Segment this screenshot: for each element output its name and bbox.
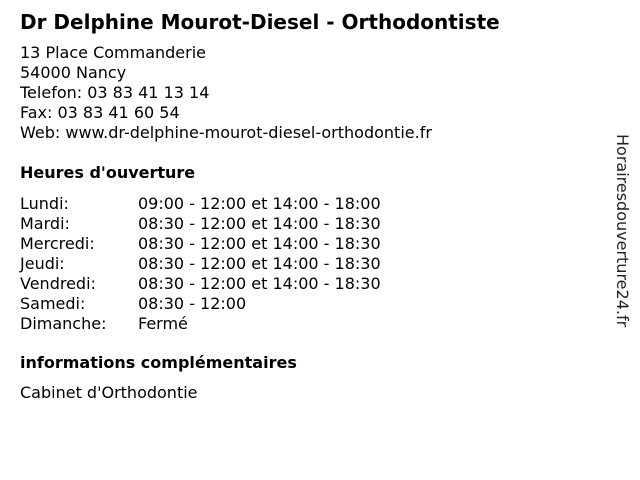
day-label: Lundi: — [20, 194, 69, 213]
city-postcode: 54000 Nancy — [20, 63, 127, 82]
day-label: Dimanche: — [20, 314, 107, 333]
site-watermark: Horairesdouverture24.fr — [613, 134, 632, 328]
time-range: 08:30 - 12:00 et 14:00 - 18:30 — [138, 234, 381, 253]
time-range: Fermé — [138, 314, 188, 333]
phone-number: Telefon: 03 83 41 13 14 — [20, 83, 210, 102]
day-label: Mercredi: — [20, 234, 95, 253]
fax-number: Fax: 03 83 41 60 54 — [20, 103, 180, 122]
time-range: 08:30 - 12:00 et 14:00 - 18:30 — [138, 254, 381, 273]
hours-row-sunday — [20, 314, 381, 334]
day-label: Samedi: — [20, 294, 86, 313]
hours-row-thursday — [20, 254, 381, 274]
hours-row-wednesday — [20, 234, 381, 254]
time-range: 08:30 - 12:00 et 14:00 - 18:30 — [138, 214, 381, 233]
hours-row-friday — [20, 274, 381, 294]
day-label: Jeudi: — [20, 254, 65, 273]
opening-hours-heading: Heures d'ouverture — [20, 163, 196, 182]
street-address: 13 Place Commanderie — [20, 43, 207, 62]
time-range: 09:00 - 12:00 et 14:00 - 18:00 — [138, 194, 381, 213]
day-label: Vendredi: — [20, 274, 96, 293]
hours-row-saturday — [20, 294, 381, 314]
additional-info-text: Cabinet d'Orthodontie — [20, 383, 198, 402]
address-block — [20, 43, 432, 143]
hours-row-monday — [20, 194, 381, 214]
hours-row-tuesday — [20, 214, 381, 234]
time-range: 08:30 - 12:00 — [138, 294, 247, 313]
page-title: Dr Delphine Mourot-Diesel - Orthodontiste — [20, 10, 500, 34]
time-range: 08:30 - 12:00 et 14:00 - 18:30 — [138, 274, 381, 293]
day-label: Mardi: — [20, 214, 70, 233]
additional-info-heading: informations complémentaires — [20, 353, 297, 372]
website-link[interactable]: Web: www.dr-delphine-mourot-diesel-orthodontie.fr — [20, 123, 432, 142]
opening-hours-table — [20, 194, 381, 334]
